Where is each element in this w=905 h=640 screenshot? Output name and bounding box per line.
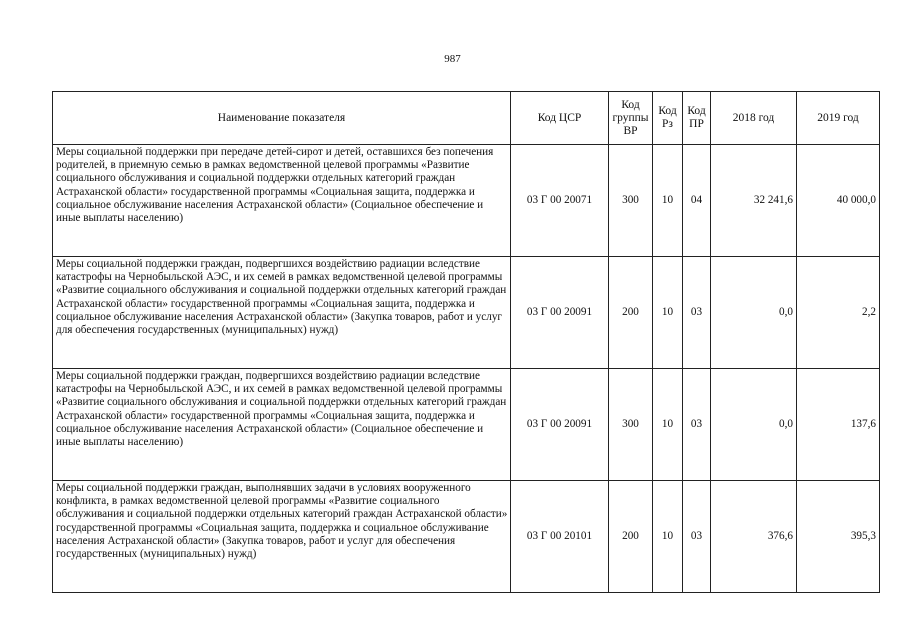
row-name: Меры социальной поддержки при передаче детей-сирот и детей, оставшихся без попечения родителей, в приемную семью в рамках ведомственной целевой программы «Развитие социального обслуживания и социальной поддержки отдельных категорий граждан Астраханской области» государственной программы «Социальная защита, поддержка и социальное обслуживание населения Астраханской области» (Социальное обеспечение и иные выплаты населению) [53,145,511,257]
header-pr-code: Код ПР [683,92,711,145]
row-pr-code: 03 [683,481,711,593]
row-vr-code: 200 [609,481,653,593]
row-pr-code: 04 [683,145,711,257]
budget-table [52,91,880,593]
row-value-2018: 0,0 [711,369,797,481]
table-row [53,145,880,257]
row-rz-code: 10 [653,145,683,257]
header-rz-code: Код Рз [653,92,683,145]
header-2018: 2018 год [711,92,797,145]
header-vr-code: Код группы ВР [609,92,653,145]
row-vr-code: 300 [609,369,653,481]
table-row [53,481,880,593]
table-row [53,257,880,369]
header-csr-code: Код ЦСР [511,92,609,145]
row-rz-code: 10 [653,481,683,593]
row-pr-code: 03 [683,257,711,369]
row-value-2018: 32 241,6 [711,145,797,257]
header-2019: 2019 год [797,92,880,145]
row-csr-code: 03 Г 00 20091 [511,369,609,481]
row-value-2019: 137,6 [797,369,880,481]
table-row [53,369,880,481]
row-name: Меры социальной поддержки граждан, выполнявших задачи в условиях вооруженного конфликта, в рамках ведомственной целевой программы «Развитие социального обслуживания и социальной поддержки отдельных категорий граждан Астраханской области» государственной программы «Социальная защита, поддержка и социальное обслуживание населения Астраханской области» (Закупка товаров, работ и услуг для обеспечения государственных (муниципальных) нужд) [53,481,511,593]
page-number: 987 [444,53,461,65]
row-csr-code: 03 Г 00 20091 [511,257,609,369]
row-name: Меры социальной поддержки граждан, подвергшихся воздействию радиации вследствие катастрофы на Чернобыльской АЭС, и их семей в рамках ведомственной целевой программы «Развитие социального обслуживания и социальной поддержки отдельных категорий граждан Астраханской области» государственной программы «Социальная защита, поддержка и социальное обслуживание населения Астраханской области» (Социальное обеспечение и иные выплаты населению) [53,369,511,481]
row-value-2018: 0,0 [711,257,797,369]
header-name: Наименование показателя [53,92,511,145]
row-pr-code: 03 [683,369,711,481]
row-csr-code: 03 Г 00 20071 [511,145,609,257]
table-header-row [53,92,880,145]
row-vr-code: 300 [609,145,653,257]
row-name: Меры социальной поддержки граждан, подвергшихся воздействию радиации вследствие катастрофы на Чернобыльской АЭС, и их семей в рамках ведомственной целевой программы «Развитие социального обслуживания и социальной поддержки отдельных категорий граждан Астраханской области» государственной программы «Социальная защита, поддержка и социальное обслуживание населения Астраханской области» (Закупка товаров, работ и услуг для обеспечения государственных (муниципальных) нужд) [53,257,511,369]
row-value-2018: 376,6 [711,481,797,593]
row-csr-code: 03 Г 00 20101 [511,481,609,593]
row-vr-code: 200 [609,257,653,369]
row-value-2019: 40 000,0 [797,145,880,257]
row-rz-code: 10 [653,369,683,481]
row-rz-code: 10 [653,257,683,369]
row-value-2019: 2,2 [797,257,880,369]
row-value-2019: 395,3 [797,481,880,593]
